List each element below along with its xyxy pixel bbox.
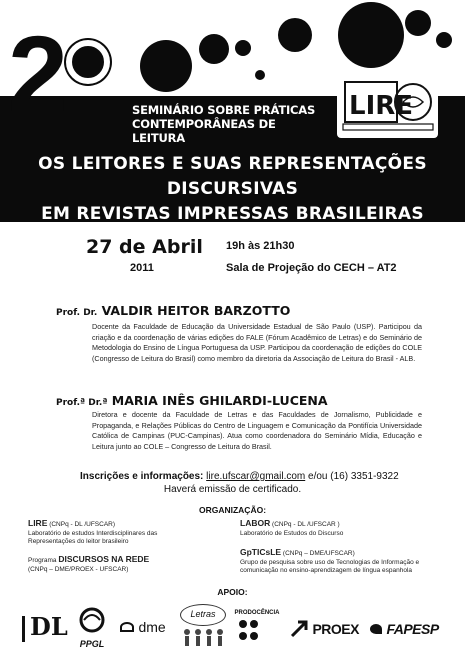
edition-number: 2 [8, 13, 65, 134]
ppgl-emblem-icon [72, 606, 112, 634]
decorative-dot [338, 2, 404, 68]
prodocencia-logo: PRODOCÊNCIA [234, 610, 280, 650]
proex-logo: PROEX [290, 620, 368, 644]
org-discursos: Programa DISCURSOS NA REDE (CNPq – DME/PROEX - UFSCAR) [28, 554, 150, 573]
speaker-name: Prof.ª Dr.ª MARIA INÊS GHILARDI-LUCENA [56, 393, 328, 408]
fapesp-mark-icon [370, 624, 382, 634]
decorative-dot [405, 10, 431, 36]
letras-logo: Letras [180, 604, 230, 652]
speaker-bio: Diretora e docente da Faculdade de Letras e das Faculdades de Jornalismo, Publicidade e Propaganda, e Relações Públicas do Centro de Linguagem e Comunicação da Pontifícia Universidade Católica de Campinas (PUC-Campinas). Atua como coordenadora do Seminário Mídia, Educação e Leitura junto ao COLE – Congresso de Leitura do Brasil. [92, 410, 422, 451]
certificate-note: Haverá emissão de certificado. [163, 484, 302, 495]
poster-header [0, 0, 465, 222]
event-year: 2011 [130, 262, 154, 274]
decorative-dot [199, 34, 229, 64]
speaker-title: Prof.ª Dr.ª [56, 398, 108, 408]
event-venue: Sala de Projeção do CECH – AT2 [226, 262, 397, 274]
organization-heading: ORGANIZAÇÃO: [198, 505, 267, 515]
seminar-title: SEMINÁRIO SOBRE PRÁTICAS CONTEMPORÂNEAS DE LEITURA [132, 103, 316, 145]
fapesp-logo: FAPESP [370, 620, 452, 644]
speaker-bio: Docente da Faculdade de Educação da Universidade Estadual de São Paulo (USP). Participou da criação e da coordenação de várias edições do FALE (Fórum Acadêmico de Letras) e do Seminário de Metodologia do Ensino de Língua Portuguesa da USP. Participou da coordenação de edições do COLE (Congresso de Leitura do Brasil) como membro da diretoria da Associação de Leitura do Brasil - ALB. [92, 322, 422, 363]
decorative-dot [278, 18, 312, 52]
lire-logo-text: LIRE [349, 91, 414, 121]
dme-mark-icon [120, 622, 134, 632]
registration-info: Inscrições e informações: lire.ufscar@gmail.com e/ou (16) 3351-9322 [80, 471, 399, 482]
ppgl-logo: PPGL [72, 606, 112, 650]
decorative-dot [140, 40, 192, 92]
event-date: 27 de Abril [86, 236, 203, 258]
org-gpticsle: GpTICsLE (CNPq – DME/UFSCAR) Grupo de pesquisa sobre uso de Tecnologias de Informação e comunicação no ensino-aprendizagem de língua espanhola [240, 547, 420, 574]
decorative-dot [235, 40, 251, 56]
event-time: 19h às 21h30 [226, 240, 295, 252]
prodocencia-dots-icon [234, 616, 280, 646]
letras-figures-icon [180, 626, 226, 648]
lire-logo [335, 70, 440, 142]
main-title: OS LEITORES E SUAS REPRESENTAÇÕES DISCURSIVAS EM REVISTAS IMPRESSAS BRASILEIRAS [38, 154, 427, 222]
dl-logo: DL [22, 612, 64, 644]
decorative-dot [436, 32, 452, 48]
speaker-title: Prof. Dr. [56, 308, 98, 318]
registration-email[interactable]: lire.ufscar@gmail.com [206, 471, 306, 482]
speaker-name: Prof. Dr. VALDIR HEITOR BARZOTTO [56, 303, 291, 318]
ordinal-indicator [66, 40, 110, 84]
dme-logo: dme [120, 618, 176, 638]
decorative-dot [255, 70, 265, 80]
proex-arrow-icon [290, 620, 308, 638]
org-labor: LABOR (CNPq - DL /UFSCAR ) Laboratório de Estudos do Discurso [240, 518, 344, 537]
support-heading: APOIO: [217, 587, 248, 597]
org-lire: LIRE (CNPq - DL /UFSCAR) Laboratório de estudos Interdisciplinares das Representações do leitor brasileiro [28, 518, 158, 545]
